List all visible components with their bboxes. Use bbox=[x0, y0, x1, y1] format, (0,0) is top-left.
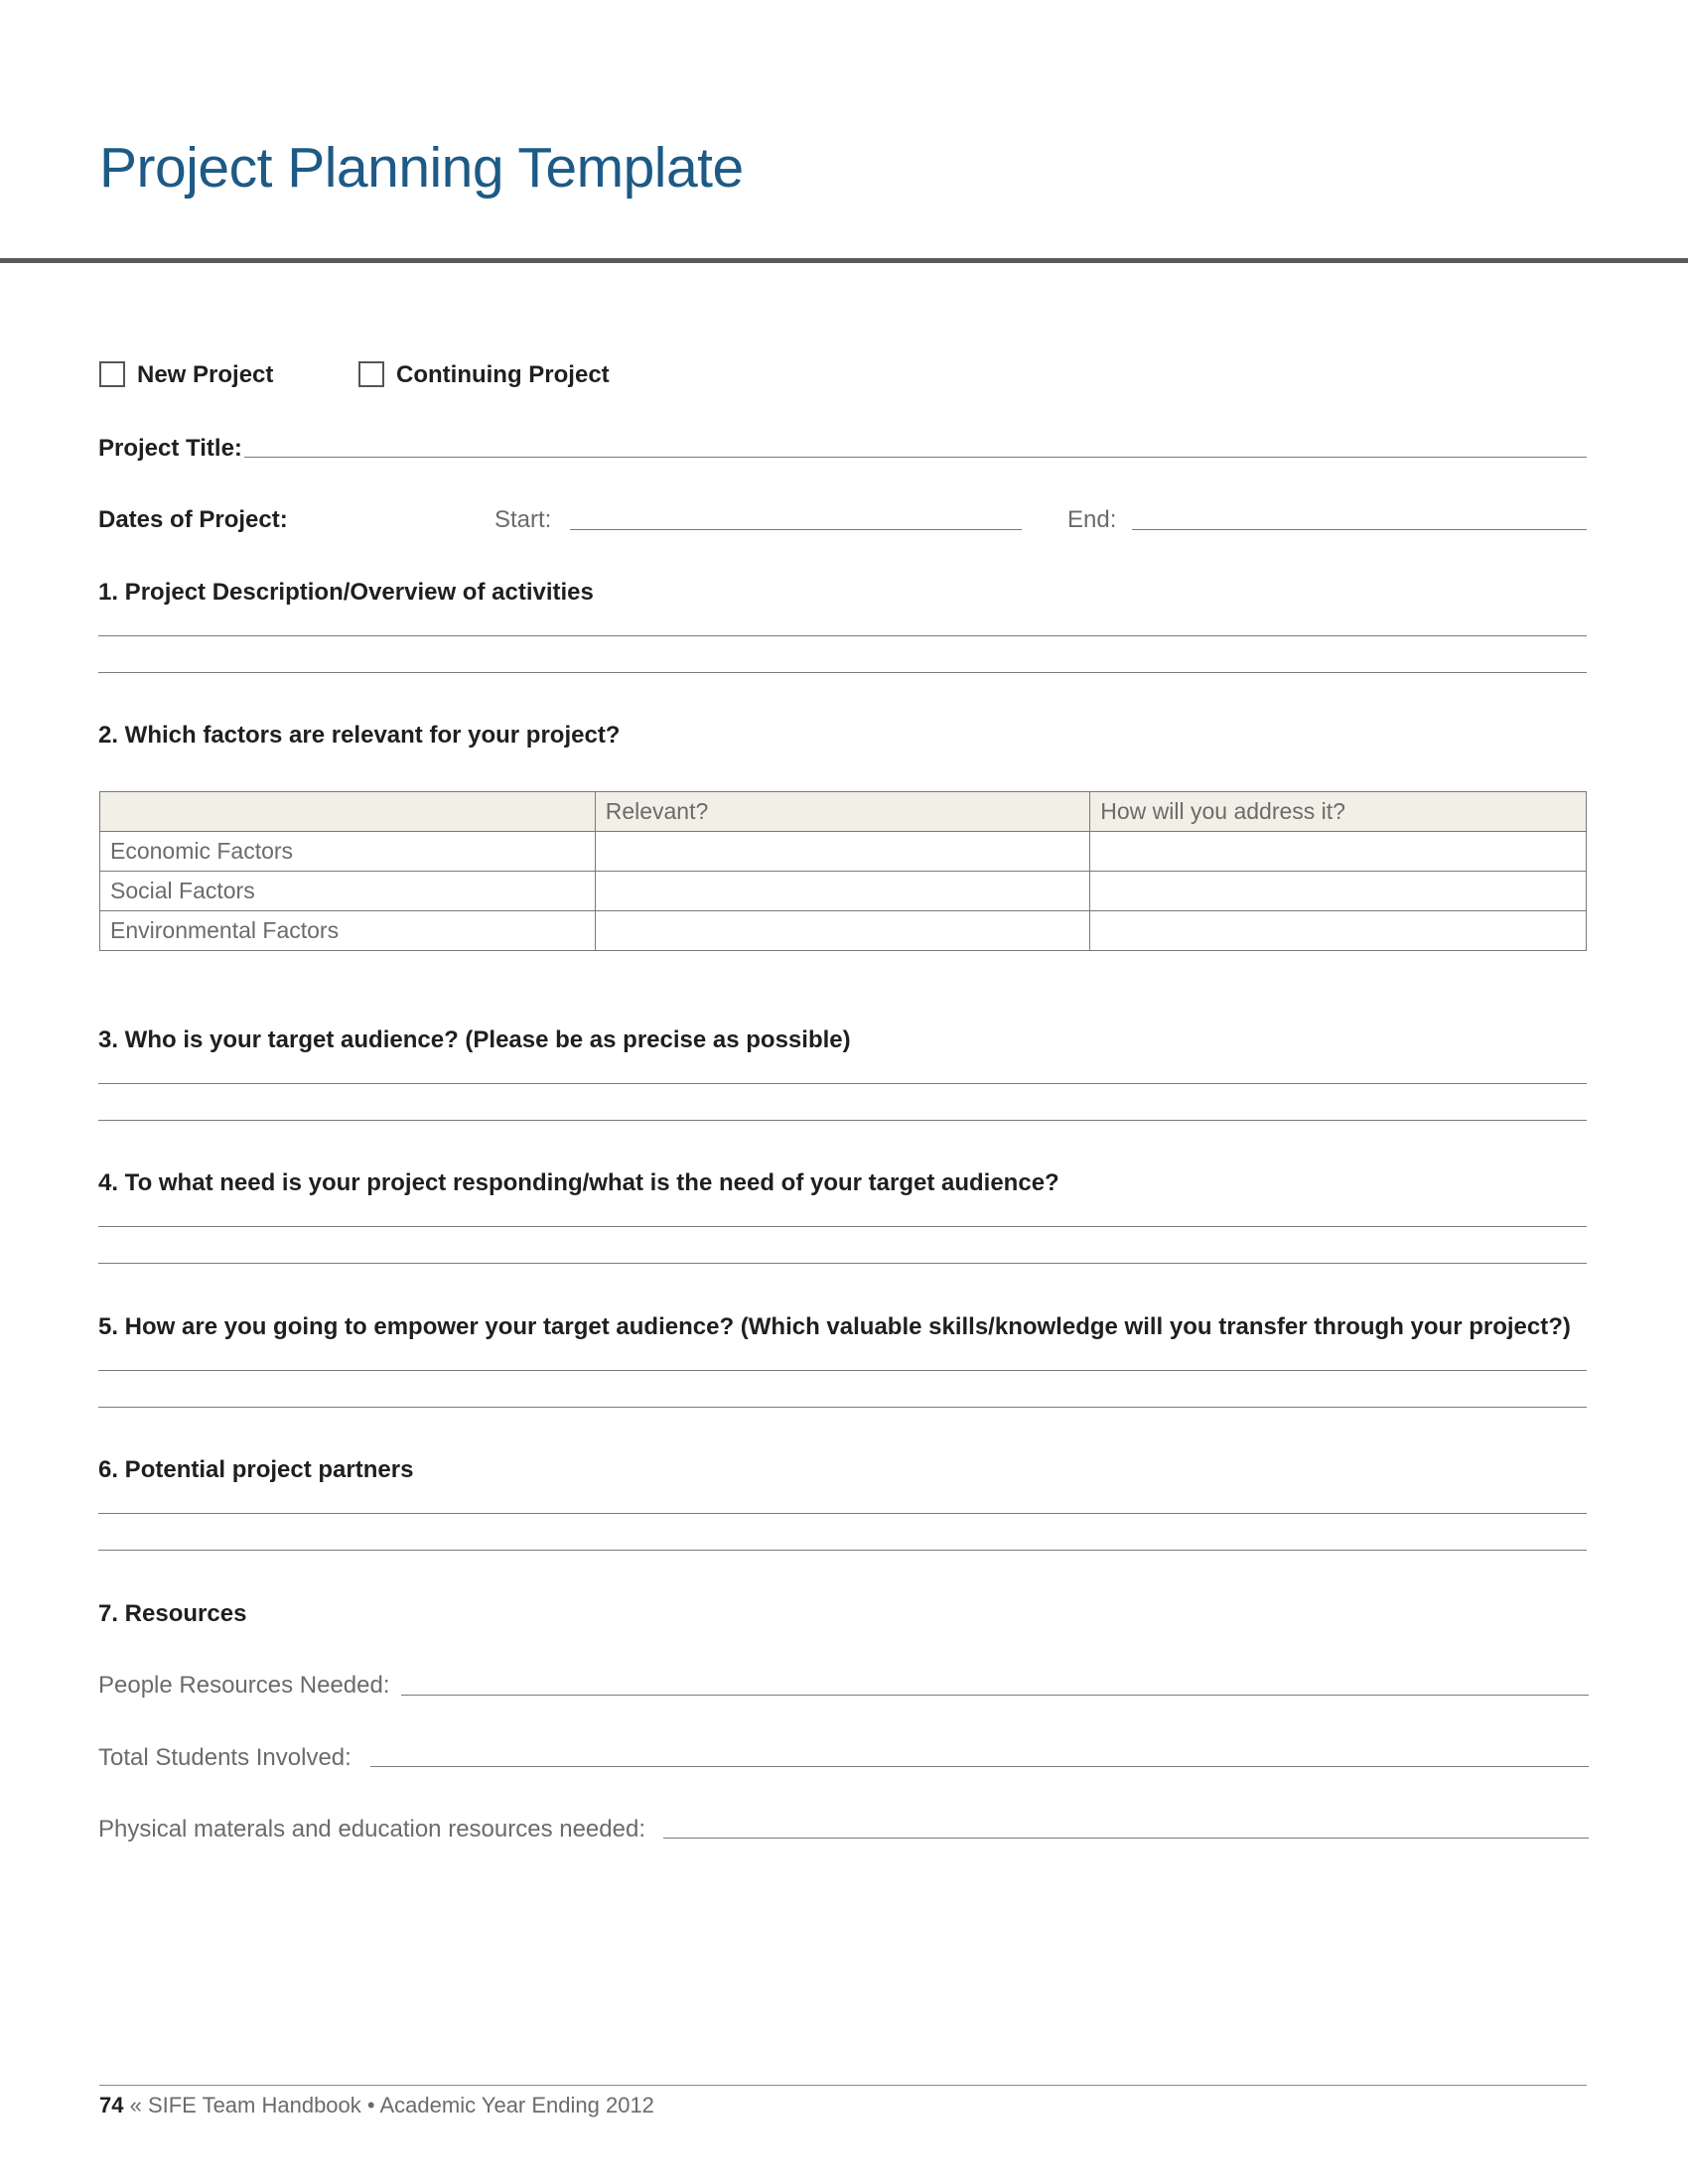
table-row bbox=[100, 832, 1587, 872]
start-date-field[interactable] bbox=[570, 529, 1022, 530]
new-project-label: New Project bbox=[137, 361, 274, 388]
address-cell[interactable] bbox=[1090, 832, 1587, 872]
total-students-field[interactable] bbox=[370, 1766, 1589, 1767]
project-title-label: Project Title: bbox=[98, 435, 242, 462]
start-label: Start: bbox=[494, 506, 552, 533]
q4-answer-line-2[interactable] bbox=[98, 1263, 1587, 1264]
q6-heading: 6. Potential project partners bbox=[98, 1456, 414, 1483]
q3-answer-line-2[interactable] bbox=[98, 1120, 1587, 1121]
q5-heading: 5. How are you going to empower your target audience? (Which valuable skills/knowledge will you transfer through your project?) bbox=[98, 1313, 1571, 1340]
q1-heading: 1. Project Description/Overview of activities bbox=[98, 579, 594, 606]
project-title-field[interactable] bbox=[244, 457, 1587, 458]
relevant-cell[interactable] bbox=[595, 911, 1090, 951]
footer-text: « SIFE Team Handbook • Academic Year Ending 2012 bbox=[129, 2093, 654, 2117]
project-type-row bbox=[99, 361, 794, 391]
people-resources-label: People Resources Needed: bbox=[98, 1672, 390, 1699]
new-project-checkbox[interactable] bbox=[99, 361, 125, 387]
address-cell[interactable] bbox=[1090, 911, 1587, 951]
title-divider bbox=[0, 258, 1688, 263]
dates-label: Dates of Project: bbox=[98, 506, 288, 533]
q4-answer-line-1[interactable] bbox=[98, 1226, 1587, 1227]
physical-resources-field[interactable] bbox=[663, 1838, 1589, 1839]
q3-answer-line-1[interactable] bbox=[98, 1083, 1587, 1084]
factor-label: Social Factors bbox=[100, 872, 596, 911]
relevant-cell[interactable] bbox=[595, 832, 1090, 872]
physical-resources-label: Physical materals and education resources needed: bbox=[98, 1816, 645, 1843]
address-cell[interactable] bbox=[1090, 872, 1587, 911]
footer-divider bbox=[99, 2085, 1587, 2086]
table-header-address: How will you address it? bbox=[1090, 792, 1587, 832]
table-header-relevant: Relevant? bbox=[595, 792, 1090, 832]
end-label: End: bbox=[1067, 506, 1117, 533]
table-row bbox=[100, 911, 1587, 951]
continuing-project-checkbox[interactable] bbox=[358, 361, 384, 387]
q5-answer-line-1[interactable] bbox=[98, 1370, 1587, 1371]
q7-heading: 7. Resources bbox=[98, 1600, 247, 1627]
page-title: Project Planning Template bbox=[99, 136, 744, 200]
q6-answer-line-1[interactable] bbox=[98, 1513, 1587, 1514]
page-number: 74 bbox=[99, 2093, 124, 2117]
end-date-field[interactable] bbox=[1132, 529, 1587, 530]
factors-table bbox=[99, 791, 1587, 951]
table-header-cell bbox=[100, 792, 596, 832]
q2-heading: 2. Which factors are relevant for your project? bbox=[98, 722, 621, 749]
factor-label: Environmental Factors bbox=[100, 911, 596, 951]
continuing-project-label: Continuing Project bbox=[396, 361, 610, 388]
table-header-row bbox=[100, 792, 1587, 832]
total-students-label: Total Students Involved: bbox=[98, 1744, 352, 1771]
page-footer bbox=[99, 2093, 654, 2118]
q1-answer-line-2[interactable] bbox=[98, 672, 1587, 673]
table-row bbox=[100, 872, 1587, 911]
q1-answer-line-1[interactable] bbox=[98, 635, 1587, 636]
people-resources-field[interactable] bbox=[401, 1695, 1589, 1696]
relevant-cell[interactable] bbox=[595, 872, 1090, 911]
q5-answer-line-2[interactable] bbox=[98, 1407, 1587, 1408]
q4-heading: 4. To what need is your project responding/what is the need of your target audience? bbox=[98, 1169, 1059, 1196]
factor-label: Economic Factors bbox=[100, 832, 596, 872]
q3-heading: 3. Who is your target audience? (Please be as precise as possible) bbox=[98, 1026, 851, 1053]
q6-answer-line-2[interactable] bbox=[98, 1550, 1587, 1551]
